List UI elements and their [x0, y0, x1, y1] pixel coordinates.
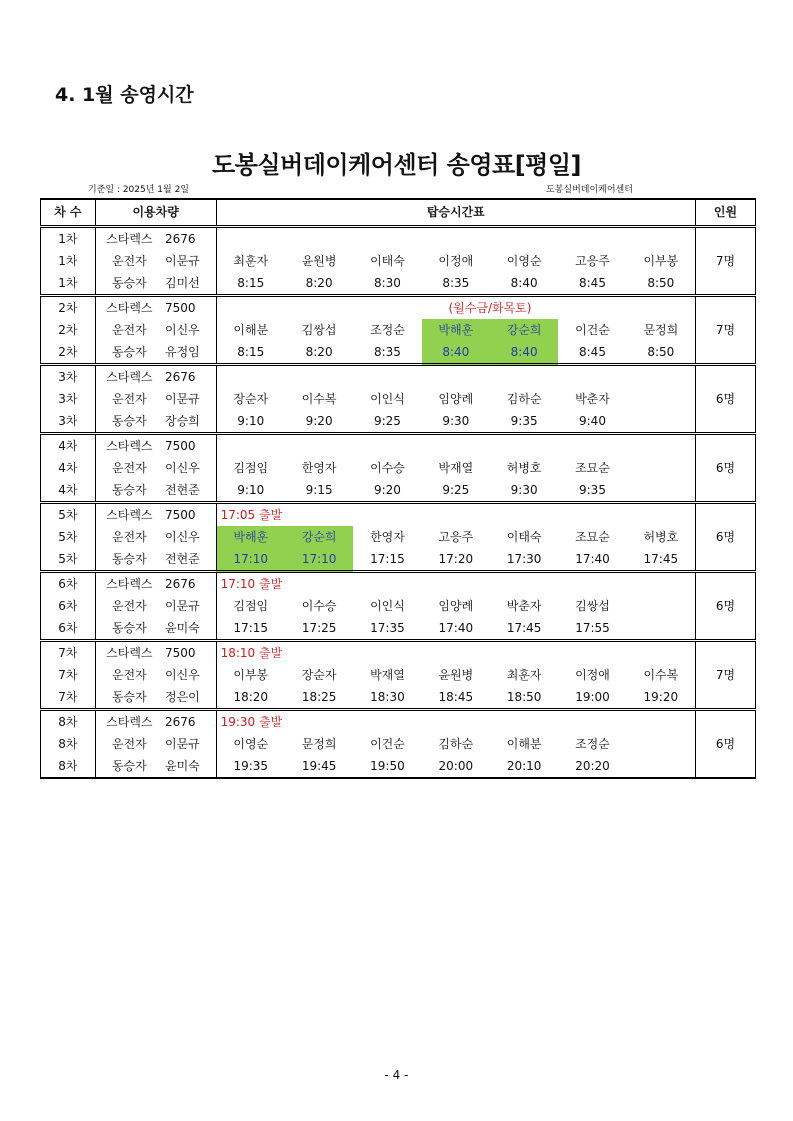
empty-cell [422, 227, 490, 251]
driver-label: 운전자 [95, 319, 163, 341]
vehicle-number: 2676 [163, 572, 216, 596]
empty-cell [696, 434, 756, 458]
departure-note: 18:10 출발 [216, 641, 353, 665]
vehicle-row [41, 227, 756, 251]
base-date: 기준일 : 2025년 1월 2일 [88, 185, 189, 195]
passenger-name: 조묘순 [575, 461, 610, 475]
departure-note: 17:10 출발 [216, 572, 353, 596]
empty-cell [353, 641, 421, 665]
empty-cell [490, 641, 558, 665]
rider-label: 동승자 [95, 755, 163, 778]
empty-cell [353, 503, 421, 527]
pickup-time: 8:35 [422, 272, 490, 296]
cha-cell: 6차 [41, 572, 96, 596]
passenger-name: 김쌍섭 [575, 599, 610, 613]
cha-cell: 8차 [41, 755, 96, 778]
pickup-time: 17:55 [558, 617, 626, 641]
pickup-time: 17:10 [216, 548, 285, 572]
vehicle-number: 7500 [163, 296, 216, 320]
empty-cell [696, 572, 756, 596]
empty-cell [558, 503, 626, 527]
empty-cell [627, 503, 696, 527]
pickup-time: 9:35 [558, 479, 626, 503]
rider-label: 동승자 [95, 272, 163, 296]
pickup-time: 19:20 [627, 686, 696, 710]
pickup-time: 17:30 [490, 548, 558, 572]
driver-name: 이문규 [163, 733, 216, 755]
passenger-count: 6명 [696, 457, 756, 479]
passenger-name: 박재열 [438, 461, 474, 475]
time-row [41, 548, 756, 572]
empty-cell [696, 503, 756, 527]
passenger-name: 이수승 [370, 461, 405, 475]
pickup-time: 8:30 [353, 272, 421, 296]
passenger-name: 강순희 [490, 319, 558, 341]
pickup-time: 8:50 [627, 272, 696, 296]
passenger-count: 6명 [696, 733, 756, 755]
vehicle-name: 스타렉스 [95, 641, 163, 665]
cha-cell: 4차 [41, 479, 96, 503]
document-title: 도봉실버데이케어센터 송영표[평일] [211, 151, 582, 179]
passenger-name: 조정순 [370, 323, 405, 337]
passenger-count: 6명 [696, 595, 756, 617]
driver-row [41, 457, 756, 479]
pickup-time: 8:45 [558, 341, 626, 365]
driver-label: 운전자 [95, 733, 163, 755]
passenger-name: 윤원병 [301, 254, 337, 268]
empty-cell [696, 686, 756, 710]
empty-cell [216, 434, 285, 458]
time-row [41, 686, 756, 710]
pickup-time: 17:45 [627, 548, 696, 572]
pickup-time: 19:45 [285, 755, 353, 778]
empty-cell [696, 341, 756, 365]
pickup-time: 19:00 [558, 686, 626, 710]
pickup-time: 8:35 [353, 341, 421, 365]
rider-name: 장승희 [163, 410, 216, 434]
pickup-time: 20:20 [558, 755, 626, 778]
rider-name: 전현준 [163, 479, 216, 503]
empty-cell [422, 641, 490, 665]
vehicle-number: 2676 [163, 365, 216, 389]
passenger-count: 7명 [696, 319, 756, 341]
empty-cell [627, 227, 696, 251]
empty-cell [216, 227, 285, 251]
empty-cell [627, 641, 696, 665]
cha-cell: 7차 [41, 664, 96, 686]
empty-cell [696, 410, 756, 434]
cha-cell: 7차 [41, 686, 96, 710]
passenger-name: 최훈자 [506, 668, 542, 682]
passenger-name [627, 733, 696, 755]
cha-cell: 1차 [41, 250, 96, 272]
passenger-name: 조정순 [575, 737, 610, 751]
empty-cell [353, 365, 421, 389]
pickup-time [627, 410, 696, 434]
passenger-name: 이수복 [301, 392, 337, 406]
pickup-time: 17:40 [558, 548, 626, 572]
header-schedule: 탑승시간표 [216, 199, 695, 227]
departure-note: 17:05 출발 [216, 503, 353, 527]
rider-label: 동승자 [95, 548, 163, 572]
vehicle-name: 스타렉스 [95, 710, 163, 734]
pickup-time: 18:45 [422, 686, 490, 710]
empty-cell [353, 434, 421, 458]
passenger-name: 이해분 [216, 319, 285, 341]
time-row [41, 410, 756, 434]
passenger-name: 이태숙 [370, 254, 405, 268]
empty-cell [627, 365, 696, 389]
driver-row [41, 733, 756, 755]
driver-name: 이신우 [163, 319, 216, 341]
pickup-time [627, 617, 696, 641]
pickup-time: 8:40 [422, 341, 490, 365]
passenger-name: 한영자 [301, 461, 337, 475]
driver-label: 운전자 [95, 526, 163, 548]
pickup-time: 17:15 [353, 548, 421, 572]
passenger-name: 장순자 [216, 388, 285, 410]
empty-cell [490, 710, 558, 734]
passenger-name: 김쌍섭 [301, 323, 337, 337]
passenger-name: 임양례 [438, 392, 474, 406]
passenger-name: 이건순 [370, 737, 405, 751]
empty-cell [696, 710, 756, 734]
cha-cell: 2차 [41, 319, 96, 341]
vehicle-row [41, 434, 756, 458]
passenger-name: 장순자 [301, 668, 337, 682]
pickup-time: 17:10 [285, 548, 353, 572]
empty-cell [696, 296, 756, 320]
passenger-name [627, 595, 696, 617]
pickup-time: 9:20 [353, 479, 421, 503]
passenger-name: 윤원병 [438, 668, 474, 682]
cha-cell: 3차 [41, 388, 96, 410]
rider-name: 유정임 [163, 341, 216, 365]
passenger-name: 이건순 [575, 323, 610, 337]
cha-cell: 5차 [41, 526, 96, 548]
pickup-time: 20:00 [422, 755, 490, 778]
empty-cell [422, 365, 490, 389]
pickup-time: 9:40 [558, 410, 626, 434]
empty-cell [696, 548, 756, 572]
passenger-name [627, 388, 696, 410]
driver-name: 이문규 [163, 388, 216, 410]
empty-cell [558, 365, 626, 389]
rider-name: 윤미숙 [163, 755, 216, 778]
empty-cell [422, 503, 490, 527]
pickup-time: 8:15 [216, 341, 285, 365]
empty-cell [422, 434, 490, 458]
rider-label: 동승자 [95, 686, 163, 710]
departure-note: 19:30 출발 [216, 710, 353, 734]
header-cha: 차 수 [41, 199, 96, 227]
driver-name: 이신우 [163, 526, 216, 548]
passenger-name: 강순희 [285, 526, 353, 548]
pickup-time: 9:10 [216, 410, 285, 434]
pickup-time: 17:15 [216, 617, 285, 641]
empty-cell [558, 710, 626, 734]
cha-cell: 8차 [41, 733, 96, 755]
empty-cell [696, 227, 756, 251]
passenger-name: 박춘자 [575, 392, 610, 406]
empty-cell [627, 710, 696, 734]
driver-name: 이문규 [163, 595, 216, 617]
empty-cell [353, 572, 421, 596]
empty-cell [696, 755, 756, 778]
empty-cell [558, 227, 626, 251]
passenger-count: 7명 [696, 664, 756, 686]
passenger-name: 이인식 [370, 599, 405, 613]
passenger-name: 임양례 [438, 599, 474, 613]
empty-cell [490, 503, 558, 527]
empty-cell [422, 710, 490, 734]
pickup-time: 17:40 [422, 617, 490, 641]
passenger-name: 이수복 [627, 664, 696, 686]
driver-row [41, 250, 756, 272]
passenger-name: 고응주 [438, 530, 474, 544]
passenger-name: 허병호 [627, 526, 696, 548]
passenger-name: 박재열 [370, 668, 405, 682]
cha-cell: 4차 [41, 434, 96, 458]
vehicle-number: 7500 [163, 641, 216, 665]
pickup-time: 9:30 [490, 479, 558, 503]
pickup-time: 9:10 [216, 479, 285, 503]
passenger-name: 박해훈 [422, 319, 490, 341]
cha-cell: 3차 [41, 410, 96, 434]
passenger-name: 최훈자 [216, 250, 285, 272]
passenger-name: 이정애 [575, 668, 610, 682]
cha-cell: 6차 [41, 617, 96, 641]
pickup-time: 8:50 [627, 341, 696, 365]
passenger-count: 6명 [696, 526, 756, 548]
passenger-name [627, 457, 696, 479]
vehicle-row [41, 365, 756, 389]
section-title: 4. 1월 송영시간 [55, 84, 194, 106]
cha-cell: 6차 [41, 595, 96, 617]
passenger-name: 김하순 [506, 392, 542, 406]
cha-cell: 1차 [41, 272, 96, 296]
vehicle-name: 스타렉스 [95, 503, 163, 527]
vehicle-name: 스타렉스 [95, 227, 163, 251]
header-count: 인원 [696, 199, 756, 227]
header-vehicle: 이용차량 [95, 199, 216, 227]
driver-row [41, 319, 756, 341]
driver-row [41, 595, 756, 617]
schedule-body [41, 227, 756, 779]
vehicle-number: 2676 [163, 710, 216, 734]
driver-row [41, 664, 756, 686]
pickup-time: 8:40 [490, 272, 558, 296]
driver-label: 운전자 [95, 664, 163, 686]
passenger-count: 6명 [696, 388, 756, 410]
empty-cell [490, 227, 558, 251]
passenger-count: 7명 [696, 250, 756, 272]
pickup-time: 9:20 [285, 410, 353, 434]
rider-label: 동승자 [95, 479, 163, 503]
vehicle-row [41, 296, 756, 320]
pickup-time: 19:50 [353, 755, 421, 778]
cha-cell: 2차 [41, 296, 96, 320]
empty-cell [696, 617, 756, 641]
empty-cell [627, 434, 696, 458]
pickup-time: 9:15 [285, 479, 353, 503]
passenger-name: 이수승 [301, 599, 337, 613]
passenger-name: 문정희 [627, 319, 696, 341]
pickup-time: 18:30 [353, 686, 421, 710]
pickup-time: 17:35 [353, 617, 421, 641]
empty-cell [353, 227, 421, 251]
passenger-name: 이해분 [506, 737, 542, 751]
empty-cell [627, 296, 696, 320]
vehicle-row [41, 572, 756, 596]
passenger-name: 이인식 [370, 392, 405, 406]
empty-cell [558, 434, 626, 458]
empty-cell [285, 296, 353, 320]
vehicle-number: 7500 [163, 503, 216, 527]
pickup-time: 8:20 [285, 341, 353, 365]
driver-row [41, 388, 756, 410]
vehicle-row [41, 710, 756, 734]
empty-cell [353, 296, 421, 320]
vehicle-number: 7500 [163, 434, 216, 458]
cha-cell: 7차 [41, 641, 96, 665]
empty-cell [696, 641, 756, 665]
empty-cell [696, 272, 756, 296]
center-name: 도봉실버데이케어센터 [546, 185, 633, 195]
rider-label: 동승자 [95, 617, 163, 641]
empty-cell [216, 365, 285, 389]
driver-label: 운전자 [95, 595, 163, 617]
pickup-time: 18:25 [285, 686, 353, 710]
driver-name: 이신우 [163, 664, 216, 686]
passenger-name: 문정희 [301, 737, 337, 751]
empty-cell [216, 296, 285, 320]
passenger-name: 김점임 [216, 457, 285, 479]
vehicle-name: 스타렉스 [95, 434, 163, 458]
empty-cell [422, 572, 490, 596]
empty-cell [285, 227, 353, 251]
driver-name: 이신우 [163, 457, 216, 479]
passenger-name: 이태숙 [506, 530, 542, 544]
passenger-name: 박춘자 [506, 599, 542, 613]
time-row [41, 341, 756, 365]
transport-schedule-table [40, 198, 756, 779]
cha-cell: 5차 [41, 548, 96, 572]
pickup-time: 19:35 [216, 755, 285, 778]
vehicle-row [41, 641, 756, 665]
driver-name: 이문규 [163, 250, 216, 272]
pickup-time: 17:45 [490, 617, 558, 641]
pickup-time: 9:25 [353, 410, 421, 434]
passenger-name: 김하순 [438, 737, 474, 751]
empty-cell [353, 710, 421, 734]
empty-cell [490, 365, 558, 389]
time-row [41, 755, 756, 778]
empty-cell [696, 365, 756, 389]
table-header-row [41, 199, 756, 227]
passenger-name: 허병호 [506, 461, 542, 475]
passenger-name: 이정애 [438, 254, 474, 268]
cha-cell: 4차 [41, 457, 96, 479]
page-number: - 4 - [384, 1068, 409, 1082]
empty-cell [285, 434, 353, 458]
passenger-name: 이부봉 [216, 664, 285, 686]
passenger-name: 고응주 [575, 254, 610, 268]
cha-cell: 1차 [41, 227, 96, 251]
rider-name: 윤미숙 [163, 617, 216, 641]
pickup-time: 8:45 [558, 272, 626, 296]
passenger-name: 이부봉 [627, 250, 696, 272]
passenger-name: 이영순 [506, 254, 542, 268]
pickup-time: 8:40 [490, 341, 558, 365]
driver-row [41, 526, 756, 548]
vehicle-row [41, 503, 756, 527]
vehicle-number: 2676 [163, 227, 216, 251]
time-row [41, 272, 756, 296]
pickup-time: 18:50 [490, 686, 558, 710]
rider-name: 전현준 [163, 548, 216, 572]
pickup-time: 17:25 [285, 617, 353, 641]
departure-note: (월수금/화목토) [448, 301, 532, 315]
cha-cell: 3차 [41, 365, 96, 389]
passenger-name: 조묘순 [575, 530, 610, 544]
empty-cell [490, 434, 558, 458]
driver-label: 운전자 [95, 250, 163, 272]
empty-cell [285, 365, 353, 389]
pickup-time: 8:20 [285, 272, 353, 296]
vehicle-name: 스타렉스 [95, 572, 163, 596]
cha-cell: 5차 [41, 503, 96, 527]
cha-cell: 8차 [41, 710, 96, 734]
rider-label: 동승자 [95, 410, 163, 434]
pickup-time: 18:20 [216, 686, 285, 710]
passenger-name: 김점임 [216, 595, 285, 617]
time-row [41, 617, 756, 641]
pickup-time: 17:20 [422, 548, 490, 572]
vehicle-name: 스타렉스 [95, 365, 163, 389]
rider-name: 김미선 [163, 272, 216, 296]
empty-cell [627, 572, 696, 596]
driver-label: 운전자 [95, 457, 163, 479]
passenger-name: 한영자 [370, 530, 405, 544]
vehicle-name: 스타렉스 [95, 296, 163, 320]
empty-cell [558, 572, 626, 596]
pickup-time: 9:25 [422, 479, 490, 503]
empty-cell [558, 641, 626, 665]
empty-cell [490, 572, 558, 596]
rider-label: 동승자 [95, 341, 163, 365]
empty-cell [696, 479, 756, 503]
passenger-name: 박해훈 [216, 526, 285, 548]
passenger-name: 이영순 [216, 733, 285, 755]
cha-cell: 2차 [41, 341, 96, 365]
time-row [41, 479, 756, 503]
empty-cell [558, 296, 626, 320]
pickup-time: 9:35 [490, 410, 558, 434]
pickup-time: 20:10 [490, 755, 558, 778]
pickup-time: 8:15 [216, 272, 285, 296]
rider-name: 정은이 [163, 686, 216, 710]
pickup-time [627, 479, 696, 503]
driver-label: 운전자 [95, 388, 163, 410]
pickup-time: 9:30 [422, 410, 490, 434]
pickup-time [627, 755, 696, 778]
